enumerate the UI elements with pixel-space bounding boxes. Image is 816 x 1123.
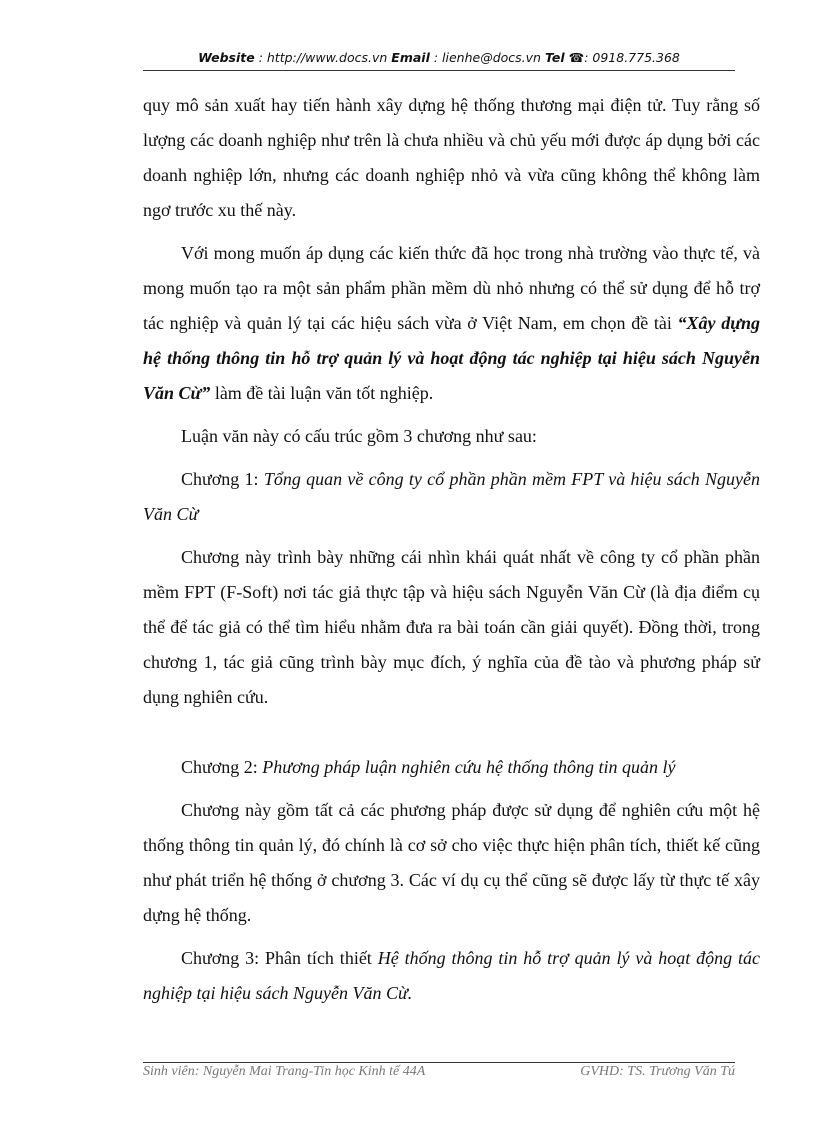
- chapter-2-description: Chương này gồm tất cả các phương pháp được sử dụng để nghiên cứu một hệ thống thông tin quản lý, đó chính là cơ sở cho việc thực hiện phân tích, thiết kế cũng như phát triển hệ thống ở chương 3. Các ví dụ cụ thể cũng sẽ được lấy từ thực tế xây dựng hệ thống.: [143, 800, 760, 925]
- tel-value: : 0918.775.368: [584, 50, 680, 65]
- chapter-2-heading: [143, 750, 760, 785]
- website-value: : http://www.docs.vn: [258, 50, 388, 65]
- footer-divider: [143, 1062, 735, 1063]
- chapter-1-heading: [143, 462, 760, 532]
- email-value: : lienhe@docs.vn: [433, 50, 541, 65]
- page-header: [143, 50, 735, 65]
- chapter-1-title: Tổng quan về công ty cổ phần phần mềm FPT và hiệu sách Nguyễn Văn Cừ: [143, 469, 760, 524]
- email-label: Email: [391, 50, 430, 65]
- chapter-1-description: Chương này trình bày những cái nhìn khái quát nhất về công ty cổ phần phần mềm FPT (F-Soft) nơi tác giả thực tập và hiệu sách Nguyễn Văn Cừ (là địa điểm cụ thể để tác giả có thể tìm hiểu nhằm đưa ra bài toán cần giải quyết). Đồng thời, trong chương 1, tác giả cũng trình bày mục đích, ý nghĩa của đề tào và phương pháp sử dụng nghiên cứu.: [143, 547, 760, 707]
- chapter-3-label: Chương 3: Phân tích thiết: [181, 948, 372, 968]
- tel-label: Tel: [544, 50, 565, 65]
- header-divider: [143, 70, 735, 71]
- paragraph-intro-continued: quy mô sản xuất hay tiến hành xây dựng hệ thống thương mại điện tử. Tuy rằng số lượng các doanh nghiệp như trên là chưa nhiều và chủ yếu mới được áp dụng bởi các doanh nghiệp lớn, nhưng các doanh nghiệp nhỏ và vừa cũng không thể không làm ngơ trước xu thế này.: [143, 95, 760, 220]
- chapter-3-heading: [143, 941, 760, 1011]
- document-body: [143, 88, 760, 1019]
- motivation-text-end: làm đề tài luận văn tốt nghiệp.: [214, 383, 434, 403]
- chapter-2-label: Chương 2:: [181, 757, 258, 777]
- chapter-1-label: Chương 1:: [181, 469, 259, 489]
- footer-supervisor: GVHD: TS. Trương Văn Tú: [580, 1064, 735, 1079]
- chapter-3-title: Hệ thống thông tin hỗ trợ quản lý và hoạt động tác nghiệp tại hiệu sách Nguyễn Văn Cừ.: [143, 948, 761, 1003]
- website-label: Website: [198, 50, 255, 65]
- chapter-2-title: Phương pháp luận nghiên cứu hệ thống thông tin quản lý: [262, 757, 676, 777]
- paragraph-structure: Luận văn này có cấu trúc gồm 3 chương như sau:: [181, 426, 537, 446]
- footer-student: Sinh viên: Nguyễn Mai Trang-Tin học Kinh tế 44A: [143, 1064, 426, 1079]
- phone-icon: ☎: [568, 50, 585, 65]
- motivation-text: Với mong muốn áp dụng các kiến thức đã học trong nhà trường vào thực tế, và mong muốn tạo ra một sản phẩm phần mềm dù nhỏ nhưng có thể sử dụng để hỗ trợ tác nghiệp và quản lý tại các hiệu sách vừa ở Việt Nam, em chọn đề tài: [143, 243, 760, 333]
- paragraph-motivation: [143, 236, 760, 411]
- thesis-title: “Xây dựng hệ thống thông tin hỗ trợ quản lý và hoạt động tác nghiệp tại hiệu sách Nguyễn Văn Cừ”: [143, 313, 760, 403]
